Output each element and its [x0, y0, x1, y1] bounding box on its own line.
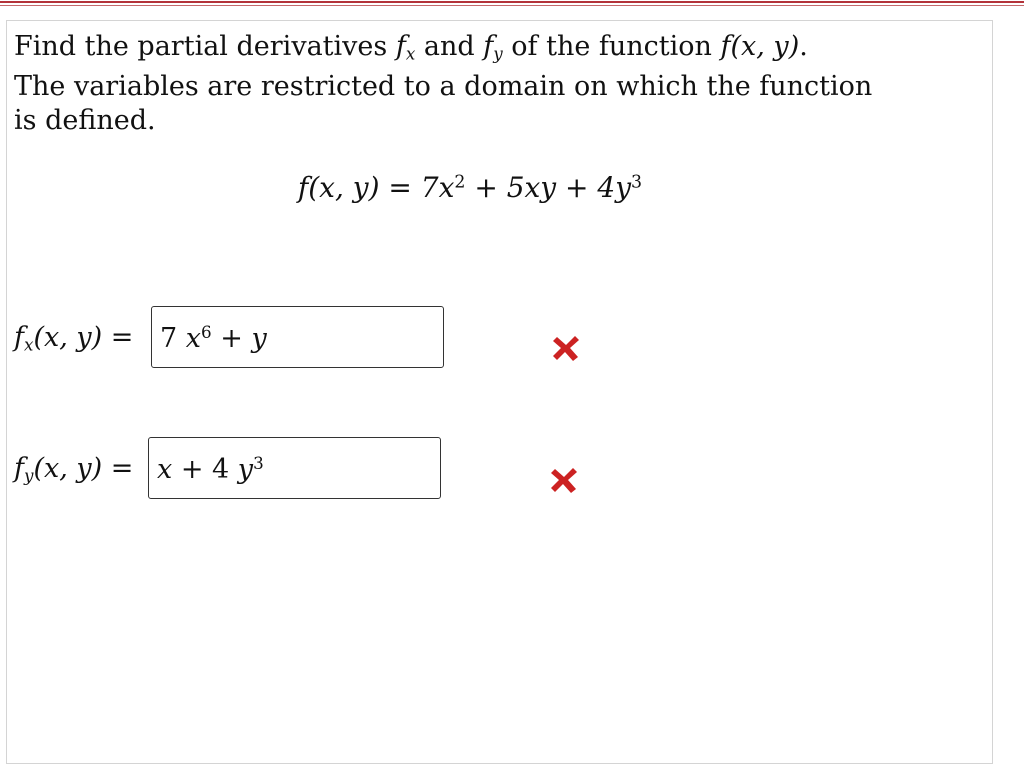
x-mark-icon: [551, 333, 581, 363]
answer-row-fx: [14, 306, 614, 370]
prompt-line-1: Find the partial derivatives $f_x$ and $f_y$ of the function f(x, y).: [14, 31, 808, 64]
answer-row-fy: [14, 437, 614, 501]
top-accent-rule-thin: [0, 5, 1024, 6]
fy-answer-input[interactable]: x + 4 $y^3$: [148, 437, 441, 499]
x-mark-icon: [549, 465, 579, 495]
question-prompt: [14, 28, 894, 138]
fy-label: $f_y(x$, y) =: [14, 453, 134, 486]
fx-label: $f_x(x$, y) =: [14, 322, 134, 355]
function-equation: f(x, $y) = 7x^2 + 5xy + 4y^3$: [297, 171, 643, 204]
fx-answer-input[interactable]: 7 $x^6 + y$: [151, 306, 444, 368]
prompt-line-2: The variables are restricted to a domain on which the function is defined.: [14, 71, 873, 136]
top-accent-rule: [0, 1, 1024, 3]
